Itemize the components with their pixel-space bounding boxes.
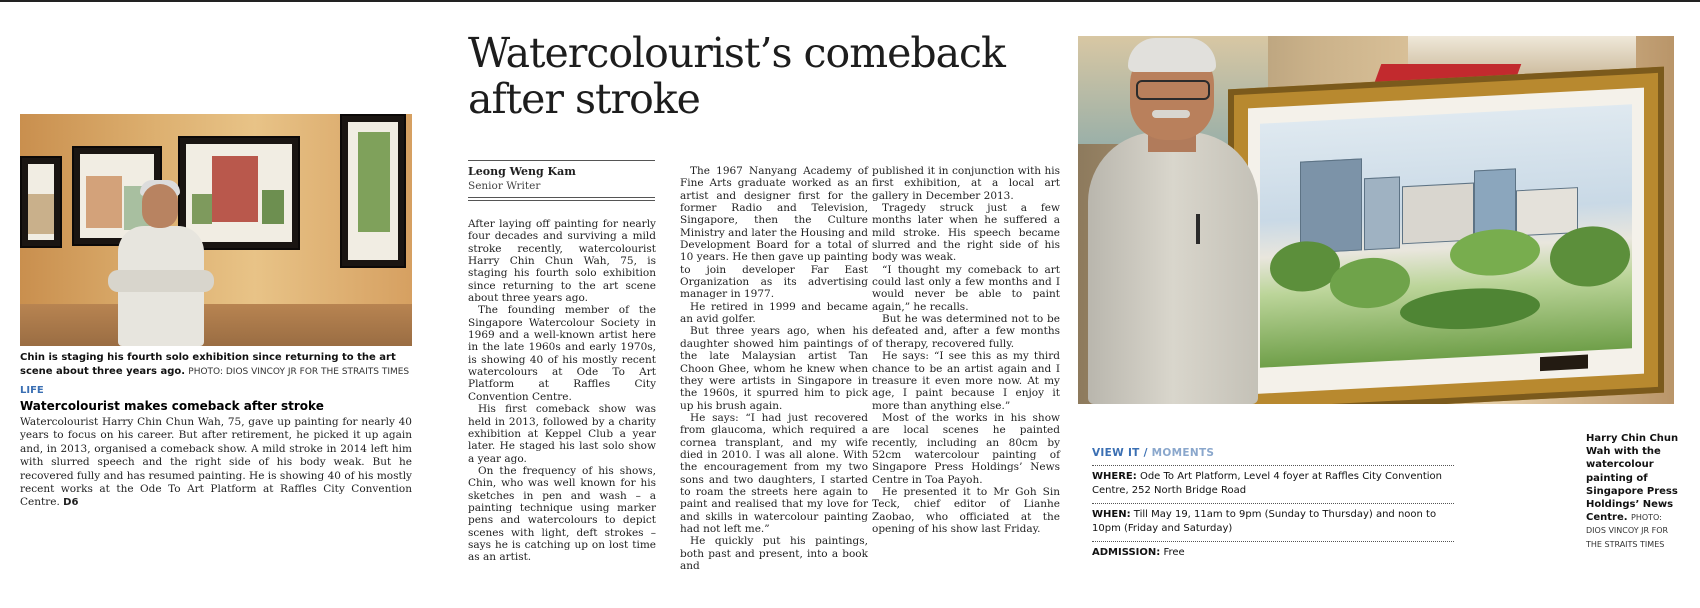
paragraph: But he was determined not to be defeated and, after a few months of therapy, recovered fully. [872, 313, 1060, 350]
byline [468, 160, 655, 201]
paragraph: Tragedy struck just a few months later when he suffered a mild stroke. His speech became slurred and the right side of his body was weak. [872, 202, 1060, 264]
top-rule [0, 0, 1700, 2]
paragraph: published it in conjunction with his first exhibition, at a local art gallery in December 2013. [872, 165, 1060, 202]
info-when: WHEN: Till May 19, 11am to 9pm (Sunday to Thursday) and noon to 10pm (Friday and Saturday) [1092, 509, 1437, 534]
teaser-credit: PHOTO: DIOS VINCOY JR FOR THE STRAITS TIMES [188, 367, 410, 377]
paragraph: On the frequency of his shows, Chin, who was well known for his sketches in pen and wash – a painting technique using marker pens and watercolours to depict scenes with light, deft strokes – says he is catching up on lost time as an artist. [468, 464, 656, 564]
glasses-icon [1136, 80, 1210, 100]
pen-icon [1196, 214, 1200, 244]
teaser-kicker: LIFE [20, 385, 44, 396]
photo-credit: PHOTO: DIOS VINCOY JR FOR THE STRAITS TIMES [1586, 513, 1669, 549]
paragraph: He quickly put his paintings, both past and present, into a book and [680, 535, 868, 572]
photo-caption: Harry Chin Chun Wah with the watercolour painting of Singapore Press Holdings’ News Centre. PHOTO: DIOS VINCOY JR FOR THE STRAITS TIMES [1586, 433, 1679, 549]
info-where: WHERE: Ode To Art Platform, Level 4 foyer at Raffles City Convention Centre, 252 North Bridge Road [1092, 471, 1442, 496]
framed-painting [340, 114, 406, 268]
article-column-3 [872, 165, 1060, 535]
byline-name: Leong Weng Kam [468, 165, 576, 178]
main-photo [1078, 36, 1674, 404]
byline-role: Senior Writer [468, 180, 541, 192]
teaser-caption: Chin is staging his fourth solo exhibition since returning to the art scene about three years ago. PHOTO: DIOS VINCOY JR FOR THE STRAITS TIMES [20, 352, 410, 377]
teaser-photo [20, 114, 412, 346]
paragraph: Most of the works in his show are local scenes he painted recently, including an 80cm by 52cm watercolour painting of Singapore Press Holdings’ News Centre in Toa Payoh. [872, 411, 1060, 486]
info-title: VIEW IT / MOMENTS [1092, 447, 1215, 459]
artist-figure [102, 170, 220, 346]
article-column-2 [680, 165, 868, 572]
paragraph: But three years ago, when his daughter showed him paintings of the late Malaysian artist Tan Choon Ghee, whom he knew when they were artists in Singapore in the 1960s, it spurred him to pick up his brush again. [680, 325, 868, 412]
paragraph: He presented it to Mr Goh Sin Teck, chief editor of Lianhe Zaobao, who officiated at the opening of his show last Friday. [872, 485, 1060, 535]
paragraph: The 1967 Nanyang Academy of Fine Arts graduate worked as an artist and designer first for the former Radio and Television, Singapore, then the Culture Ministry and later the Housing and Development Board for a total of 10 years. He then gave up painting to join developer Far East Organization as its advertising manager in 1977. [680, 165, 868, 301]
paragraph: He says: “I see this as my third chance to be an artist again and I treasure it even more now. At my age, I paint because I enjoy it more than anything else.” [872, 350, 1060, 412]
paragraph: The founding member of the Singapore Watercolour Society in 1969 and a well-known artist here in the late 1960s and early 1970s, is showing 40 of his mostly recent watercolours at Ode To Art Platform at Raffles City Convention Centre. [468, 304, 656, 403]
event-info-box [1092, 446, 1454, 560]
article-headline: Watercolourist’s comeback after stroke [468, 29, 1005, 123]
paragraph: He retired in 1999 and became an avid golfer. [680, 300, 868, 326]
plaque [1540, 355, 1588, 372]
paragraph: His first comeback show was held in 2013, followed by a charity exhibition at Keppel Club a year later. He staged his last solo show a year ago. [468, 403, 656, 465]
paragraph: After laying off painting for nearly four decades and surviving a mild stroke recently, watercolourist Harry Chin Chun Wah, 75, is staging his fourth solo exhibition since returning to the art scene about three years ago. [468, 218, 656, 305]
info-admission: ADMISSION: Free [1092, 547, 1185, 558]
teaser-headline: Watercolourist makes comeback after stroke [20, 399, 324, 413]
paragraph: He says: “I had just recovered from glaucoma, which required a cornea transplant, and my wife died in 2010. I was all alone. With the encouragement from my two sons and two daughters, I started to roam the streets here again to paint and realised that my love for and skills in watercolour painting had not left me.” [680, 411, 868, 535]
teaser-body: Watercolourist Harry Chin Chun Wah, 75, gave up painting for nearly 40 years to focus on his career. But after retirement, he picked it up again and, in 2013, organised a comeback show. A mild stroke in 2014 left him with slurred speech and the right side of his body weak. But he recovered fully and has resumed painting. He is showing 40 of his mostly recent works at the Odе To Art Platform at Raffles City Convention Centre. D6 [20, 416, 412, 509]
paragraph: “I thought my comeback to art could last only a few months and I would never be able to paint again,” he recalls. [872, 263, 1060, 313]
artist-figure [1078, 36, 1298, 404]
page-reference: D6 [63, 497, 79, 509]
article-column-1 [468, 218, 656, 564]
framed-painting [20, 156, 62, 248]
